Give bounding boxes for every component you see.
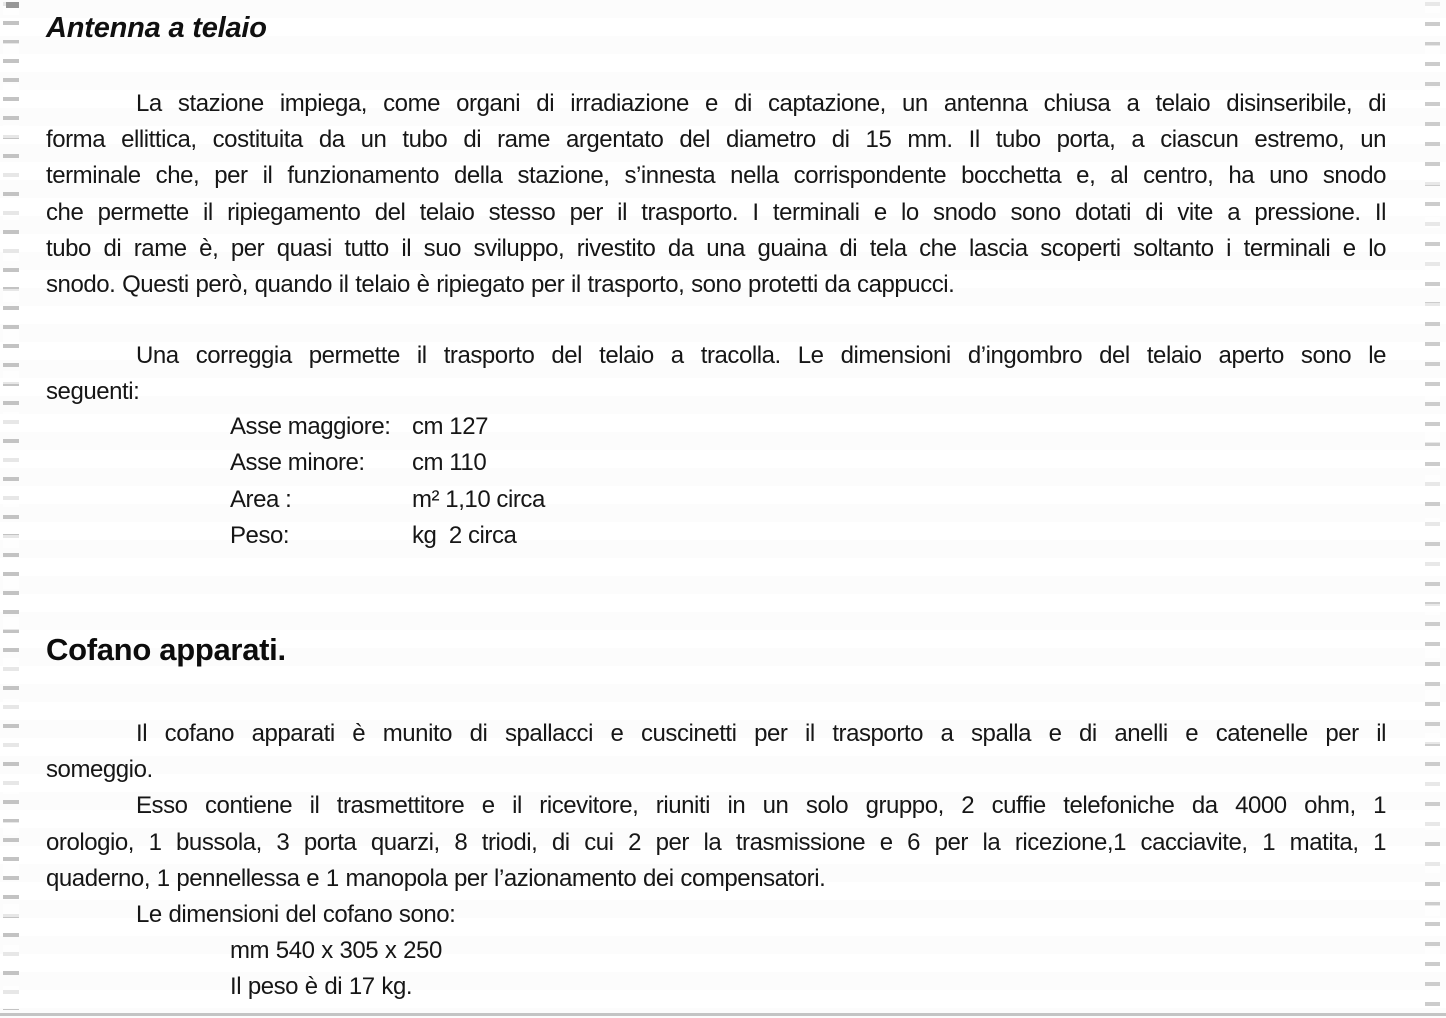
cofano-dimensions-line: mm 540 x 305 x 250 (230, 937, 442, 965)
antenna-section-heading: Antenna a telaio (46, 12, 267, 44)
paragraph-line: quaderno, 1 pennellessa e 1 manopola per l’azionamento dei compensatori. (46, 864, 826, 892)
spec-value: cm 110 (412, 449, 487, 477)
spec-label: Area : (230, 485, 292, 513)
cofano-weight-line: Il peso è di 17 kg. (230, 973, 413, 1001)
paragraph-line: che permette il ripiegamento del telaio stesso per il trasporto. I terminali e lo snodo sono dotati di vite a pressione. Il (46, 198, 1386, 226)
spec-value: cm 127 (412, 413, 489, 440)
bottom-scan-edge (0, 1013, 1446, 1016)
paragraph-line: Una correggia permette il trasporto del telaio a tracolla. Le dimensioni d’ingombro del telaio aperto sono le (136, 342, 1386, 369)
cofano-section-heading: Cofano apparati. (46, 632, 286, 667)
spec-row (46, 409, 1386, 445)
paragraph-line: seguenti: (46, 378, 140, 406)
paragraph-line: Il cofano apparati è munito di spallacci e cuscinetti per il trasporto a spalla e di anelli e catenelle per il (136, 720, 1386, 747)
cofano-paragraphs (46, 716, 1386, 1006)
antenna-paragraph-1 (46, 86, 1386, 303)
paragraph-line: orologio, 1 bussola, 3 porta quarzi, 8 triodi, di cui 2 per la trasmissione e 6 per la ricezione,1 cacciavite, 1 matita, 1 (46, 828, 1386, 856)
paragraph-line: La stazione impiega, come organi di irradiazione e di captazione, un antenna chiusa a telaio disinseribile, di (136, 90, 1386, 117)
spec-value: m² 1,10 circa (412, 485, 545, 513)
paragraph-line: Esso contiene il trasmettitore e il ricevitore, riuniti in un solo gruppo, 2 cuffie telefoniche da 4000 ohm, 1 (136, 792, 1386, 820)
left-perforation-marks (3, 2, 19, 1010)
spec-row (46, 518, 1386, 554)
spec-label: Asse minore: (230, 449, 365, 477)
antenna-paragraph-2 (46, 338, 1386, 410)
paragraph-line: tubo di rame è, per quasi tutto il suo sviluppo, rivestito da una guaina di tela che lascia scoperti soltanto i terminali e lo (46, 234, 1386, 262)
spec-row (46, 445, 1386, 481)
paragraph-line: forma ellittica, costituita da un tubo di rame argentato del diametro di 15 mm. Il tubo porta, a ciascun estremo, un (46, 126, 1386, 154)
telaio-dimensions-list (46, 409, 1386, 555)
paragraph-line: Le dimensioni del cofano sono: (136, 900, 456, 928)
spec-label: Peso: (230, 522, 290, 550)
spec-label: Asse maggiore: (230, 413, 391, 440)
paragraph-line: someggio. (46, 756, 153, 784)
paragraph-line: snodo. Questi però, quando il telaio è ripiegato per il trasporto, sono protetti da cappucci. (46, 270, 955, 298)
spec-value: kg 2 circa (412, 522, 517, 550)
paragraph-line: terminale che, per il funzionamento della stazione, s’innesta nella corrispondente bocchetta e, al centro, ha uno snodo (46, 162, 1386, 190)
spec-row (46, 482, 1386, 518)
right-perforation-marks (1425, 2, 1440, 1010)
